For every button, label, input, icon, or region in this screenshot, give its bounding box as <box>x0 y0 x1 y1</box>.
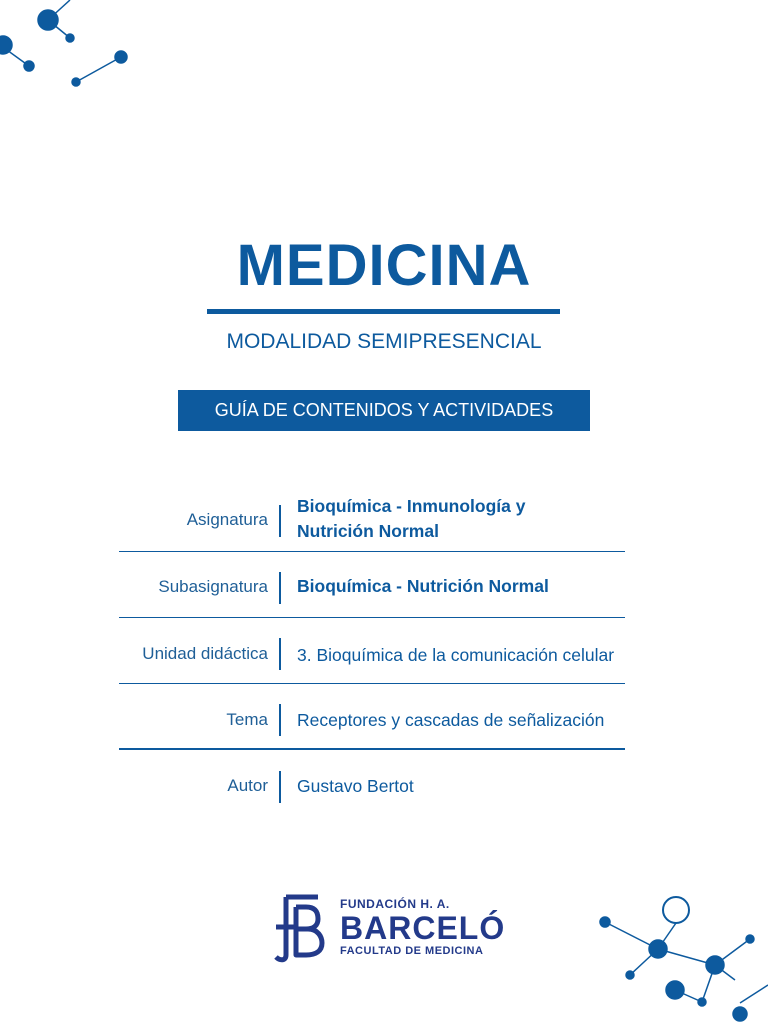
detail-value: 3. Bioquímica de la comunicación celular <box>297 645 615 665</box>
detail-label: Autor <box>227 776 268 795</box>
logo-bottom-text: FACULTAD DE MEDICINA <box>340 945 484 957</box>
fb-monogram-icon <box>272 893 328 963</box>
title-underline <box>207 309 560 314</box>
detail-value: Bioquímica - Inmunología y <box>297 496 526 516</box>
detail-label: Subasignatura <box>158 577 268 596</box>
divider <box>119 617 625 618</box>
detail-label: Asignatura <box>186 510 268 529</box>
detail-separator <box>279 505 281 537</box>
detail-value: Receptores y cascadas de señalización <box>297 710 605 730</box>
logo-top-text: FUNDACIÓN H. A. <box>340 897 450 911</box>
detail-label: Unidad didáctica <box>142 644 268 663</box>
detail-separator <box>279 704 281 736</box>
molecule-icon-top-left <box>0 0 140 100</box>
divider <box>119 748 625 750</box>
detail-separator <box>279 771 281 803</box>
page-title: MEDICINA <box>236 233 532 298</box>
institution-logo <box>340 897 505 957</box>
molecule-icon-bottom-right <box>590 890 768 1024</box>
divider <box>119 683 625 684</box>
detail-value: Bioquímica - Nutrición Normal <box>297 576 549 596</box>
logo-main-text: BARCELÓ <box>340 910 506 946</box>
detail-separator <box>279 572 281 604</box>
divider <box>119 551 625 552</box>
detail-separator <box>279 638 281 670</box>
detail-value: Gustavo Bertot <box>297 776 414 796</box>
guide-banner-text: GUÍA DE CONTENIDOS Y ACTIVIDADES <box>214 400 554 420</box>
page-subtitle: MODALIDAD SEMIPRESENCIAL <box>226 330 542 353</box>
detail-label: Tema <box>226 710 268 729</box>
guide-banner <box>178 390 590 431</box>
detail-value-line2: Nutrición Normal <box>297 521 439 541</box>
